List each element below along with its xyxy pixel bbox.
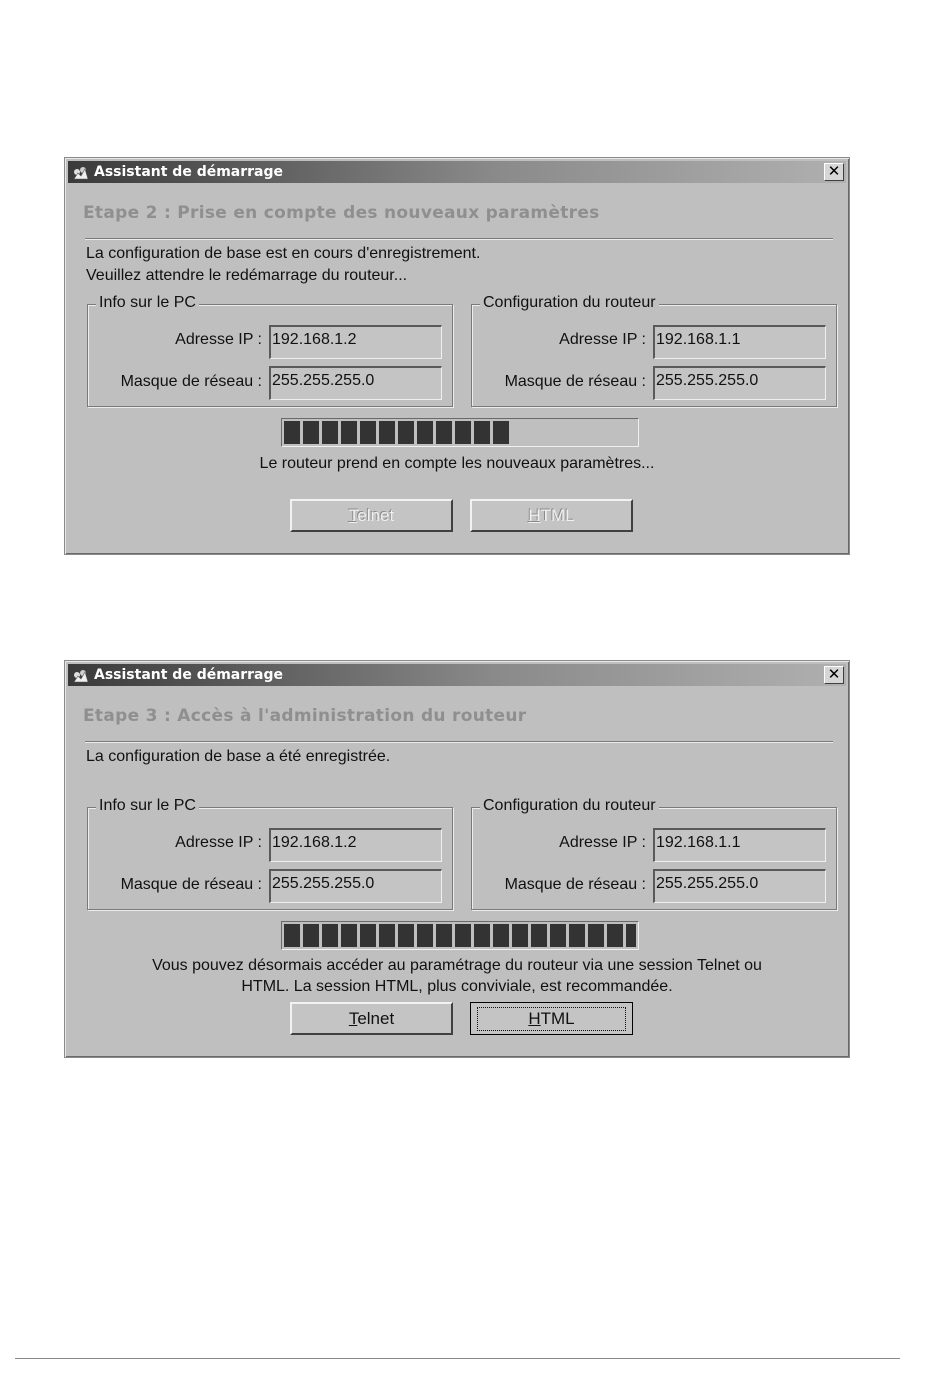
pc-mask-field[interactable]: 255.255.255.0 — [269, 869, 442, 903]
message-line-1: La configuration de base est en cours d'enregistrement. — [86, 245, 481, 262]
telnet-label: Telnet — [348, 1008, 395, 1028]
status-line-1: Vous pouvez désormais accéder au paramétrage du routeur via une session Telnet ou — [152, 957, 762, 974]
router-ip-field[interactable]: 192.168.1.1 — [653, 325, 826, 359]
router-ip-field[interactable]: 192.168.1.1 — [653, 828, 826, 862]
html-label: HTML — [478, 1008, 624, 1030]
close-button[interactable] — [824, 666, 844, 684]
progress-fill — [284, 924, 636, 947]
group-legend: Info sur le PC — [96, 797, 199, 815]
message-line-1: La configuration de base a été enregistrée. — [86, 748, 391, 765]
pc-info-group — [87, 797, 453, 910]
wizard-app-icon — [72, 164, 90, 180]
router-mask-field[interactable]: 255.255.255.0 — [653, 869, 826, 903]
progress-fill — [284, 421, 509, 444]
step-title: Etape 2 : Prise en compte des nouveaux paramètres — [83, 203, 600, 223]
router-mask-field[interactable]: 255.255.255.0 — [653, 366, 826, 400]
wizard-app-icon — [72, 667, 90, 683]
group-legend: Configuration du routeur — [480, 797, 659, 815]
pc-mask-field[interactable]: 255.255.255.0 — [269, 366, 442, 400]
separator — [85, 741, 833, 743]
telnet-button[interactable] — [290, 499, 453, 532]
window-title: Assistant de démarrage — [94, 667, 284, 683]
html-button[interactable] — [470, 499, 633, 532]
router-config-group — [471, 797, 837, 910]
ip-label: Adresse IP : — [175, 331, 262, 348]
progress-bar — [281, 921, 639, 950]
group-legend: Info sur le PC — [96, 294, 199, 312]
progress-bar — [281, 418, 639, 447]
message-line-2: Veuillez attendre le redémarrage du routeur... — [86, 267, 408, 284]
ip-label: Adresse IP : — [559, 331, 646, 348]
mask-label: Masque de réseau : — [120, 373, 262, 390]
status-line-2: HTML. La session HTML, plus conviviale, est recommandée. — [241, 978, 673, 995]
mask-label: Masque de réseau : — [120, 876, 262, 893]
ip-label: Adresse IP : — [559, 834, 646, 851]
mask-label: Masque de réseau : — [504, 373, 646, 390]
group-legend: Configuration du routeur — [480, 294, 659, 312]
telnet-button[interactable] — [290, 1002, 453, 1035]
title-bar[interactable] — [68, 161, 846, 183]
close-icon: ✕ — [827, 162, 841, 180]
page-footer-rule — [15, 1358, 900, 1359]
close-icon: ✕ — [827, 665, 841, 683]
step-title: Etape 3 : Accès à l'administration du routeur — [83, 706, 527, 726]
ip-label: Adresse IP : — [175, 834, 262, 851]
setup-wizard-dialog-step2 — [64, 157, 850, 555]
status-line-1: Le routeur prend en compte les nouveaux paramètres... — [259, 455, 655, 472]
separator — [85, 238, 833, 240]
setup-wizard-dialog-step3 — [64, 660, 850, 1058]
status-text — [85, 453, 829, 474]
mask-label: Masque de réseau : — [504, 876, 646, 893]
pc-ip-field[interactable]: 192.168.1.2 — [269, 828, 442, 862]
pc-ip-field[interactable]: 192.168.1.2 — [269, 325, 442, 359]
window-title: Assistant de démarrage — [94, 164, 284, 180]
telnet-label: Telnet — [348, 505, 395, 525]
title-bar[interactable] — [68, 664, 846, 686]
close-button[interactable] — [824, 163, 844, 181]
html-button[interactable] — [470, 1002, 633, 1035]
pc-info-group — [87, 294, 453, 407]
status-text — [85, 955, 829, 997]
html-label: HTML — [528, 505, 575, 525]
router-config-group — [471, 294, 837, 407]
